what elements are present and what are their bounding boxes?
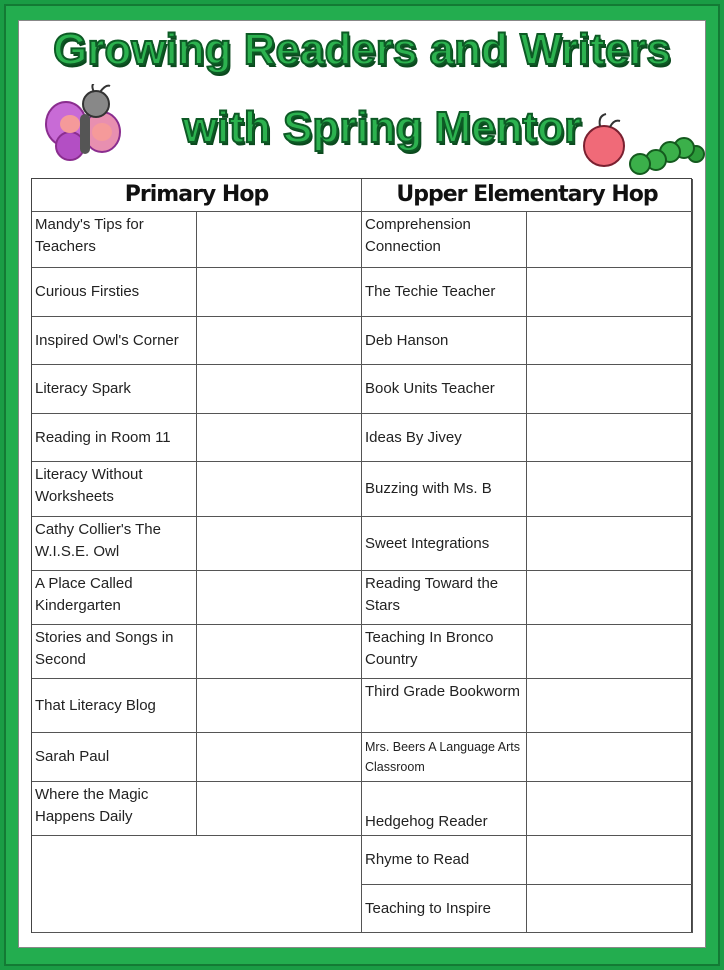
title-line-2: with Spring Mentor — [182, 103, 582, 152]
primary-blank-cell — [197, 679, 362, 733]
upper-blog-name: Rhyme to Read — [362, 836, 527, 885]
upper-blog-name: Comprehension Connection — [362, 212, 527, 268]
primary-blank-cell — [197, 625, 362, 679]
primary-blank-cell — [197, 782, 362, 836]
empty-merged-cell — [32, 836, 362, 933]
upper-blank-cell — [527, 365, 693, 414]
upper-blog-name: Buzzing with Ms. B — [362, 462, 527, 517]
primary-blog-name: Sarah Paul — [32, 733, 197, 782]
upper-blog-name: Mrs. Beers A Language Arts Classroom — [362, 733, 527, 782]
upper-blank-cell — [527, 836, 693, 885]
upper-blank-cell — [527, 317, 693, 365]
primary-blog-name: Curious Firsties — [32, 268, 197, 317]
upper-blog-name: The Techie Teacher — [362, 268, 527, 317]
header-upper-elementary-hop: Upper Elementary Hop — [362, 179, 693, 212]
primary-blank-cell — [197, 571, 362, 625]
primary-blank-cell — [197, 268, 362, 317]
upper-blank-cell — [527, 517, 693, 571]
upper-blank-cell — [527, 679, 693, 733]
primary-blank-cell — [197, 212, 362, 268]
primary-blank-cell — [197, 317, 362, 365]
upper-blank-cell — [527, 885, 693, 933]
upper-blog-name: Book Units Teacher — [362, 365, 527, 414]
upper-blank-cell — [527, 571, 693, 625]
upper-blank-cell — [527, 462, 693, 517]
upper-blank-cell — [527, 414, 693, 462]
upper-blog-name: Reading Toward the Stars — [362, 571, 527, 625]
primary-blog-name: Mandy's Tips for Teachers — [32, 212, 197, 268]
primary-blog-name: Reading in Room 11 — [32, 414, 197, 462]
primary-blank-cell — [197, 517, 362, 571]
upper-blank-cell — [527, 733, 693, 782]
primary-blog-name: Inspired Owl's Corner — [32, 317, 197, 365]
primary-blog-name: A Place Called Kindergarten — [32, 571, 197, 625]
primary-blank-cell — [197, 365, 362, 414]
upper-blog-name: Teaching In Bronco Country — [362, 625, 527, 679]
primary-blank-cell — [197, 462, 362, 517]
primary-blog-name: Literacy Without Worksheets — [32, 462, 197, 517]
title-line-1: Growing Readers and Writers — [53, 25, 671, 74]
upper-blank-cell — [527, 212, 693, 268]
primary-blank-cell — [197, 414, 362, 462]
upper-blank-cell — [527, 625, 693, 679]
upper-blog-name: Hedgehog Reader — [362, 782, 527, 836]
upper-blank-cell — [527, 268, 693, 317]
primary-blog-name: Stories and Songs in Second — [32, 625, 197, 679]
caterpillar-icon — [578, 112, 708, 182]
blog-hop-table — [31, 178, 692, 933]
header-primary-hop: Primary Hop — [32, 179, 362, 212]
primary-blank-cell — [197, 733, 362, 782]
primary-blog-name: Literacy Spark — [32, 365, 197, 414]
upper-blank-cell — [527, 782, 693, 836]
upper-blog-name: Teaching to Inspire — [362, 885, 527, 933]
upper-blog-name: Sweet Integrations — [362, 517, 527, 571]
primary-blog-name: That Literacy Blog — [32, 679, 197, 733]
upper-blog-name: Deb Hanson — [362, 317, 527, 365]
upper-blog-name: Third Grade Bookworm — [362, 679, 527, 733]
primary-blog-name: Cathy Collier's The W.I.S.E. Owl — [32, 517, 197, 571]
primary-blog-name: Where the Magic Happens Daily — [32, 782, 197, 836]
upper-blog-name: Ideas By Jivey — [362, 414, 527, 462]
